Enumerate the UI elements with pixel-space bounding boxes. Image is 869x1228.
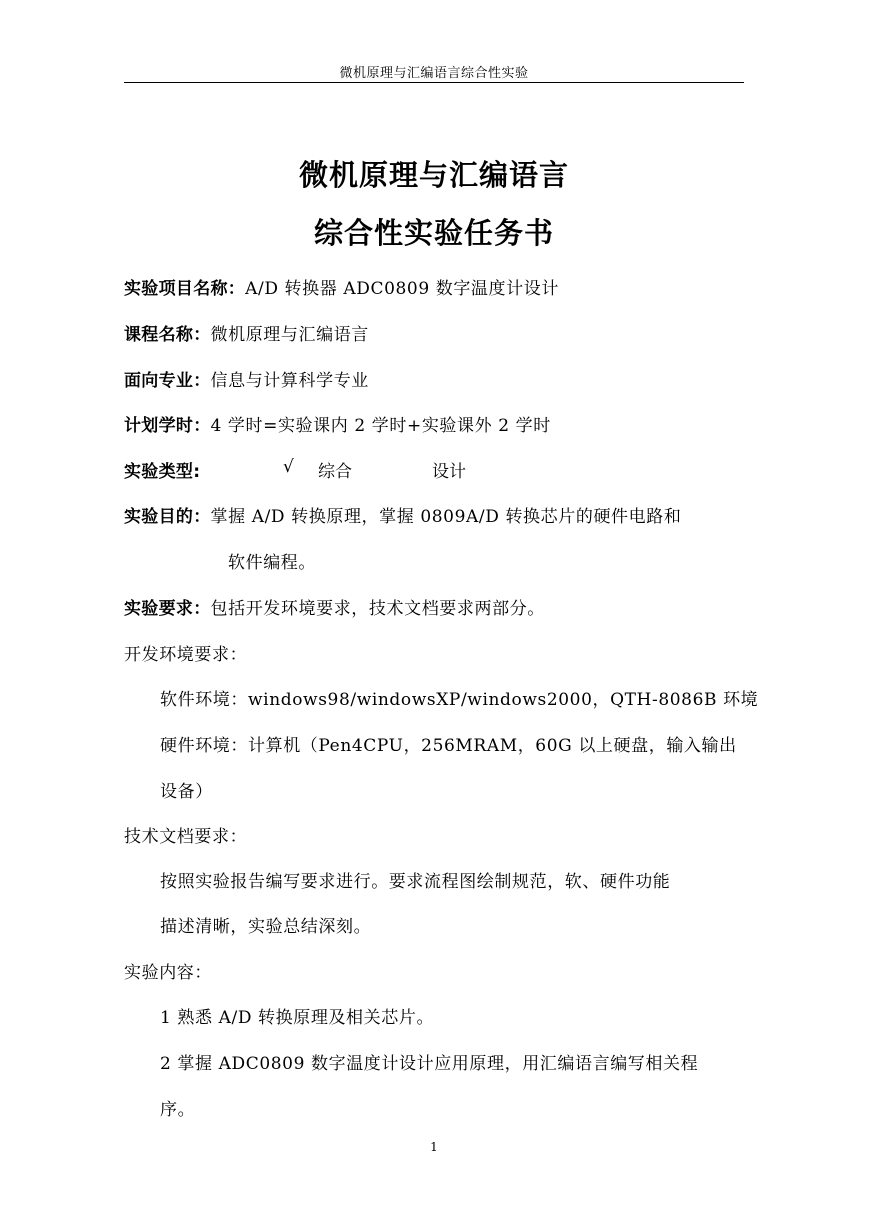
document-title-line-2: 综合性实验任务书	[313, 216, 554, 250]
type-option-comprehensive: 综合	[318, 462, 352, 482]
project-name-value: A/D 转换器 ADC0809 数字温度计设计	[245, 279, 559, 299]
tech-doc-line-2: 描述清晰，实验总结深刻。	[160, 917, 372, 937]
major-value: 信息与计算科学专业	[210, 371, 369, 391]
requirements-row	[124, 594, 545, 619]
content-item-2-line-1: 2 掌握 ADC0809 数字温度计设计应用原理，用汇编语言编写相关程	[160, 1054, 699, 1074]
content-heading: 实验内容：	[124, 963, 212, 983]
content-item-2-line-2: 序。	[160, 1100, 196, 1120]
course-name-label: 课程名称：	[124, 325, 211, 345]
experiment-type-label: 实验类型:	[124, 462, 201, 482]
hardware-env-line-2: 设备）	[160, 782, 213, 802]
course-name-value: 微机原理与汇编语言	[210, 325, 369, 345]
dev-env-heading: 开发环境要求：	[124, 645, 248, 665]
hours-row	[124, 411, 551, 436]
purpose-label: 实验目的：	[124, 507, 211, 527]
page-number: 1	[430, 1140, 438, 1154]
hardware-env-line-1: 硬件环境：计算机（Pen4CPU，256MRAM，60G 以上硬盘，输入输出	[160, 736, 737, 756]
project-name-label: 实验项目名称：	[124, 279, 246, 299]
software-env: 软件环境：windows98/windowsXP/windows2000，QTH-8086B 环境	[160, 690, 759, 710]
requirements-label: 实验要求：	[124, 599, 211, 619]
content-item-1: 1 熟悉 A/D 转换原理及相关芯片。	[160, 1008, 435, 1028]
course-name-row	[124, 320, 369, 345]
tech-doc-heading: 技术文档要求：	[124, 827, 248, 847]
purpose-line-1: 掌握 A/D 转换原理，掌握 0809A/D 转换芯片的硬件电路和	[210, 507, 682, 527]
project-name-row	[124, 274, 559, 299]
type-check-mark: √	[283, 457, 294, 477]
document-title-line-1: 微机原理与汇编语言	[298, 158, 569, 192]
header-divider	[124, 82, 744, 83]
running-header: 微机原理与汇编语言综合性实验	[339, 66, 529, 81]
purpose-line-2: 软件编程。	[228, 553, 316, 573]
major-row	[124, 366, 369, 391]
hours-label: 计划学时：	[124, 416, 211, 436]
tech-doc-line-1: 按照实验报告编写要求进行。要求流程图绘制规范，软、硬件功能	[160, 872, 671, 892]
type-option-design: 设计	[432, 462, 466, 482]
major-label: 面向专业：	[124, 371, 211, 391]
requirements-value: 包括开发环境要求，技术文档要求两部分。	[210, 599, 545, 619]
hours-value: 4 学时=实验课内 2 学时+实验课外 2 学时	[210, 416, 551, 436]
purpose-row	[124, 502, 681, 527]
